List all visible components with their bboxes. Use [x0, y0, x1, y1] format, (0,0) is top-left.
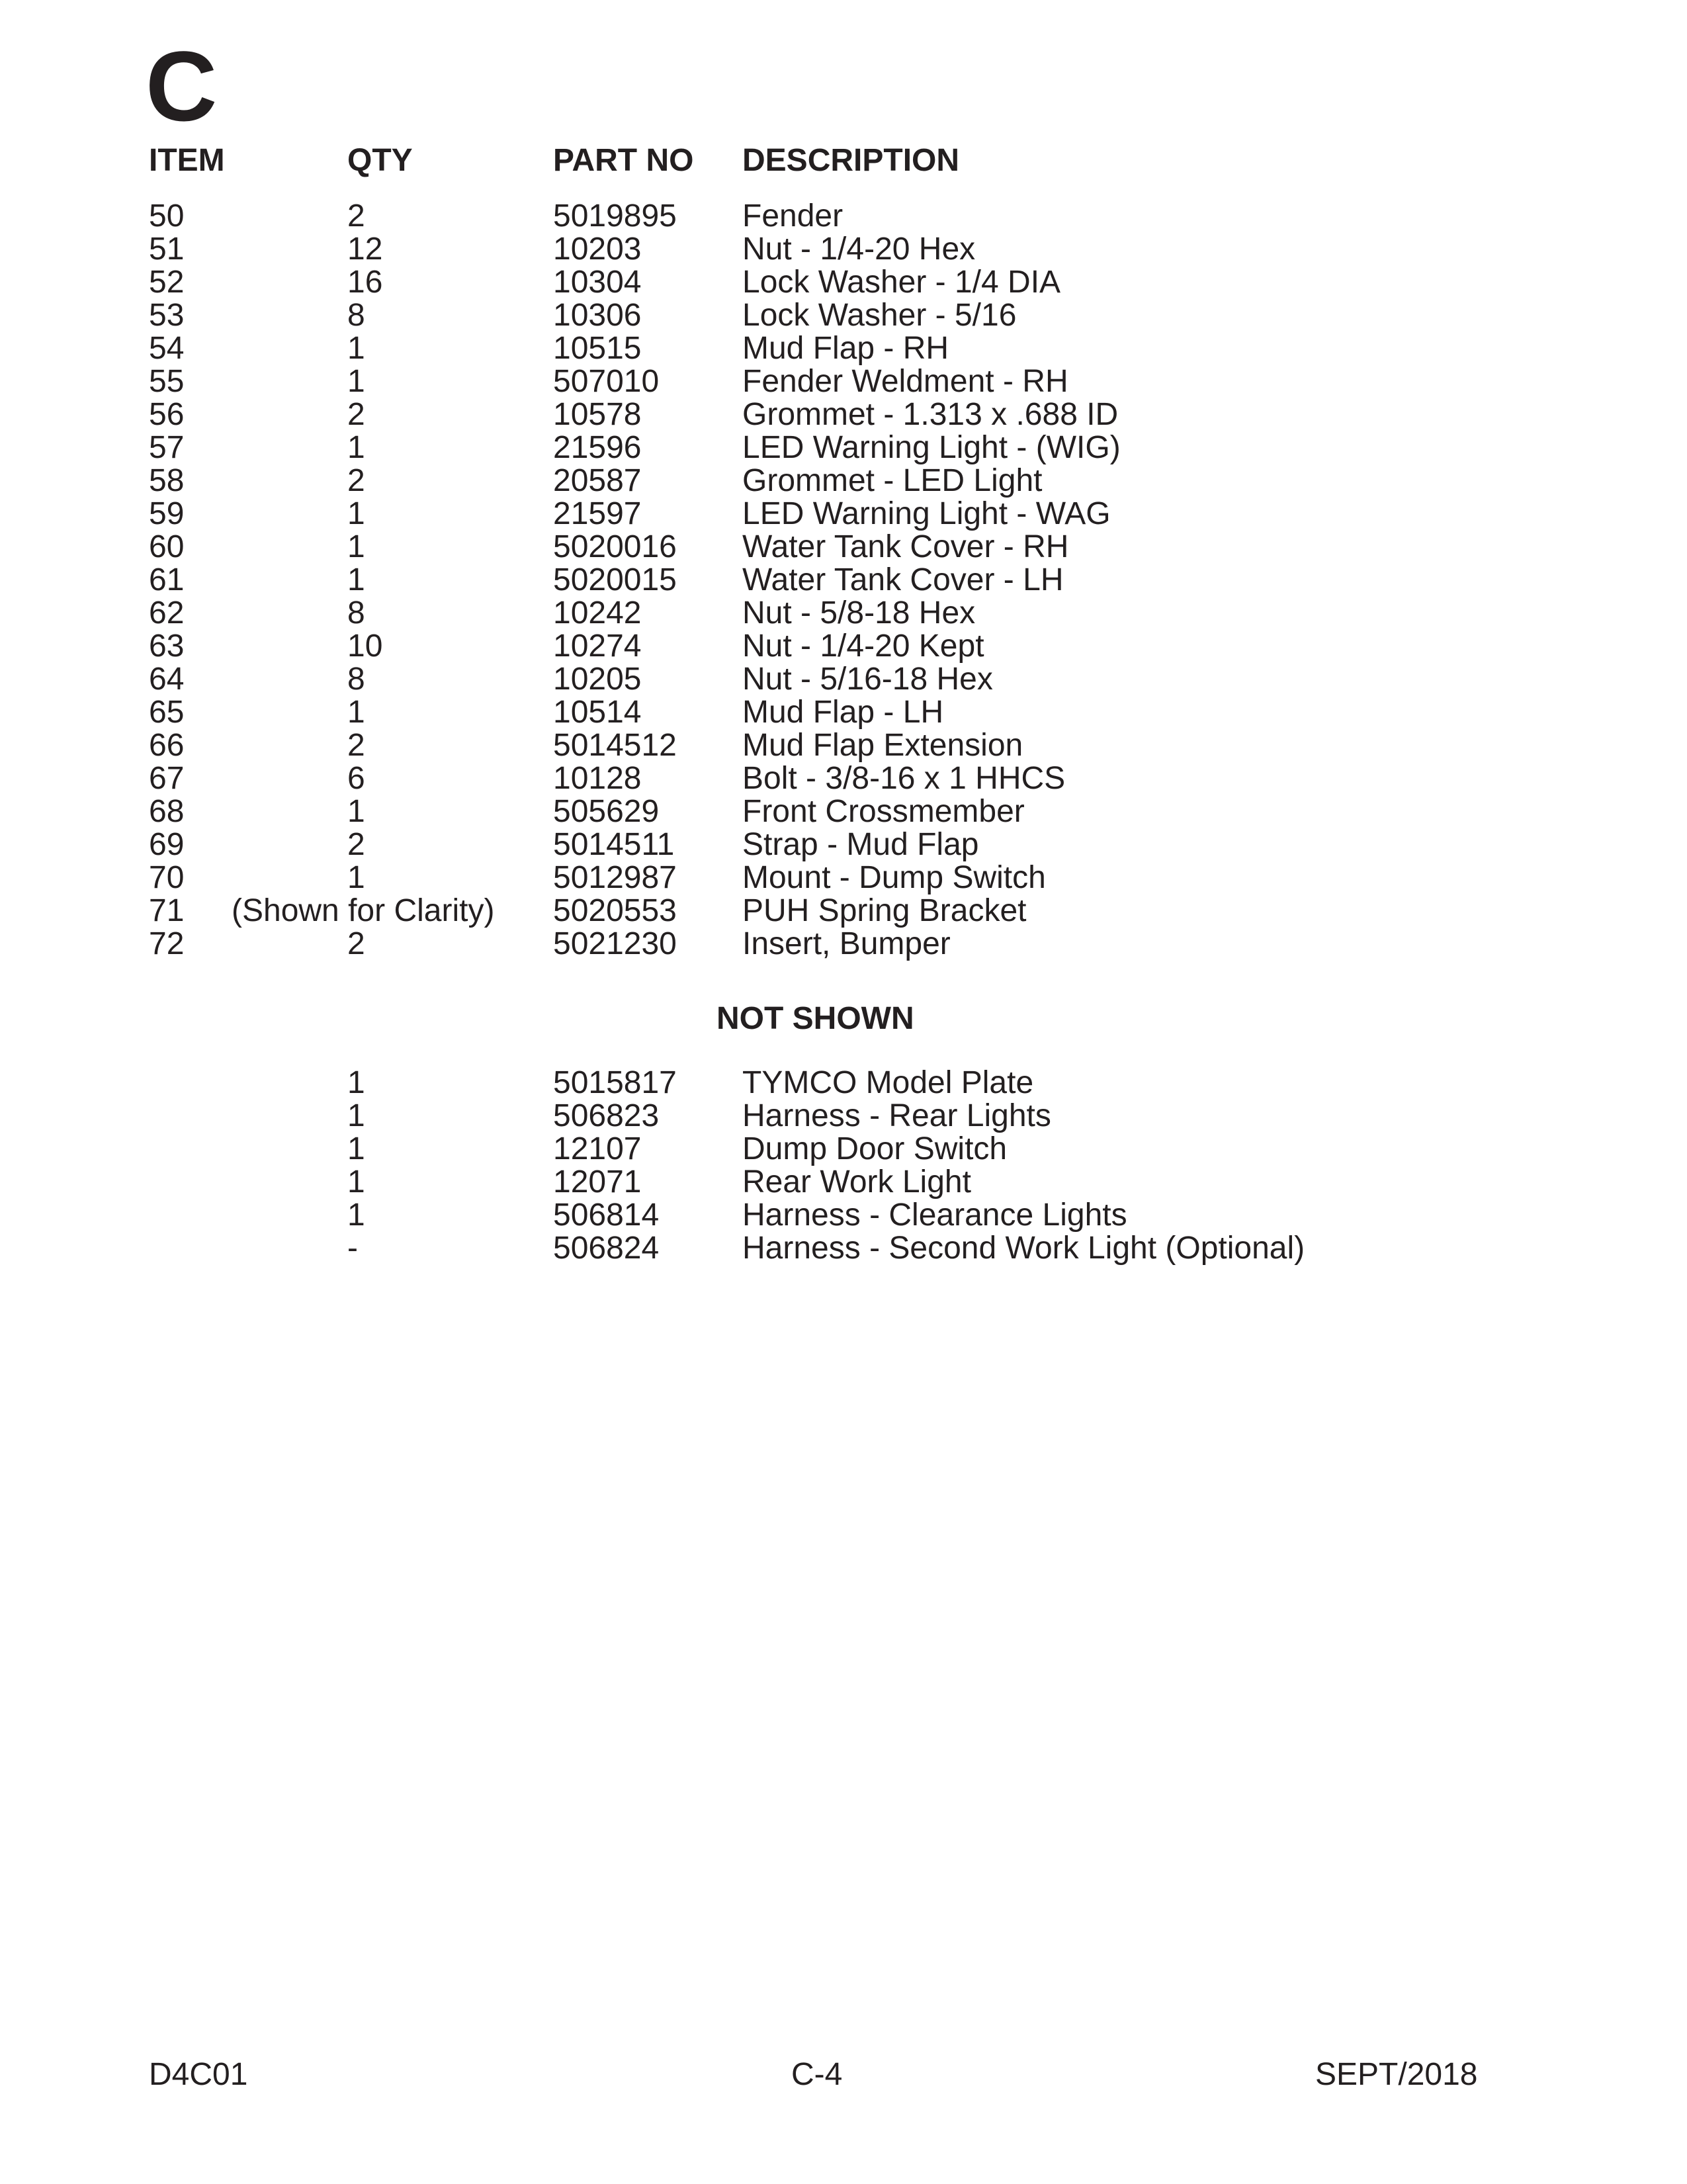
item-number: 64: [149, 662, 185, 697]
parts-list: [0, 200, 1687, 961]
quantity: 1: [347, 1065, 365, 1100]
description: Water Tank Cover - LH: [742, 562, 1064, 597]
part-number: 10203: [553, 232, 642, 267]
description: Harness - Clearance Lights: [742, 1198, 1127, 1233]
table-row: [0, 828, 1687, 861]
quantity: 12: [347, 232, 383, 267]
description: Mud Flap - RH: [742, 331, 949, 366]
part-number: 5020553: [553, 893, 677, 928]
part-number: 10242: [553, 595, 642, 631]
quantity: 1: [347, 331, 365, 366]
part-number: 506814: [553, 1198, 660, 1233]
not-shown-row: [0, 1232, 1687, 1265]
part-number: 10205: [553, 662, 642, 697]
table-row: [0, 861, 1687, 895]
table-row: [0, 762, 1687, 795]
item-number: 66: [149, 728, 185, 763]
table-row: [0, 398, 1687, 431]
table-row: [0, 233, 1687, 266]
table-row: [0, 663, 1687, 696]
item-number: 61: [149, 562, 185, 597]
description: LED Warning Light - (WIG): [742, 430, 1121, 465]
item-number: 53: [149, 298, 185, 333]
quantity: 1: [347, 860, 365, 895]
page-footer: [0, 2056, 1687, 2096]
item-number: 56: [149, 397, 185, 432]
part-number: 5021230: [553, 926, 677, 961]
description: Front Crossmember: [742, 794, 1025, 829]
description: Lock Washer - 5/16: [742, 298, 1017, 333]
description: Fender Weldment - RH: [742, 364, 1068, 399]
item-number: 59: [149, 496, 185, 531]
part-number: 5020015: [553, 562, 677, 597]
part-number: 5019895: [553, 198, 677, 234]
item-number: 72: [149, 926, 185, 961]
item-number: 69: [149, 827, 185, 862]
not-shown-row: [0, 1199, 1687, 1232]
table-row: [0, 928, 1687, 961]
table-row: [0, 531, 1687, 564]
not-shown-heading: NOT SHOWN: [716, 1001, 914, 1036]
description: Rear Work Light: [742, 1164, 971, 1200]
quantity: 1: [347, 1098, 365, 1133]
table-row: [0, 332, 1687, 365]
quantity: 1: [347, 562, 365, 597]
quantity: 2: [347, 728, 365, 763]
quantity: 1: [347, 430, 365, 465]
quantity: 8: [347, 298, 365, 333]
table-row: [0, 299, 1687, 332]
quantity: 1: [347, 695, 365, 730]
description: Mount - Dump Switch: [742, 860, 1046, 895]
table-row: [0, 696, 1687, 729]
quantity: -: [347, 1231, 358, 1266]
description: TYMCO Model Plate: [742, 1065, 1034, 1100]
description: PUH Spring Bracket: [742, 893, 1027, 928]
not-shown-row: [0, 1133, 1687, 1166]
part-number: 5014511: [553, 827, 675, 862]
description: Water Tank Cover - RH: [742, 529, 1069, 564]
quantity: 6: [347, 761, 365, 796]
item-number: 57: [149, 430, 185, 465]
description: Grommet - LED Light: [742, 463, 1043, 498]
table-row: [0, 729, 1687, 762]
description: Bolt - 3/8-16 x 1 HHCS: [742, 761, 1066, 796]
part-number: 20587: [553, 463, 642, 498]
item-number: 60: [149, 529, 185, 564]
item-number: 71: [149, 893, 185, 928]
table-row: [0, 431, 1687, 464]
part-number: 12071: [553, 1164, 642, 1200]
header-description: DESCRIPTION: [742, 143, 960, 178]
part-number: 5012987: [553, 860, 677, 895]
header-qty: QTY: [347, 143, 413, 178]
description: Insert, Bumper: [742, 926, 951, 961]
item-number: 58: [149, 463, 185, 498]
table-row: [0, 365, 1687, 398]
section-letter: C: [146, 30, 218, 142]
quantity: 1: [347, 794, 365, 829]
description: Nut - 5/16-18 Hex: [742, 662, 993, 697]
table-row: [0, 895, 1687, 928]
description: Fender: [742, 198, 844, 234]
item-number: 55: [149, 364, 185, 399]
part-number: 5020016: [553, 529, 677, 564]
quantity: 2: [347, 198, 365, 234]
description: Strap - Mud Flap: [742, 827, 979, 862]
part-number: 505629: [553, 794, 660, 829]
quantity: 1: [347, 1198, 365, 1233]
table-row: [0, 597, 1687, 630]
part-number: 21597: [553, 496, 642, 531]
item-number: 65: [149, 695, 185, 730]
part-number: 5014512: [553, 728, 677, 763]
not-shown-row: [0, 1067, 1687, 1100]
item-number: 63: [149, 629, 185, 664]
part-number: 507010: [553, 364, 660, 399]
quantity: 1: [347, 364, 365, 399]
quantity: 2: [347, 827, 365, 862]
description: Mud Flap Extension: [742, 728, 1023, 763]
description: Lock Washer - 1/4 DIA: [742, 265, 1061, 300]
description: Nut - 5/8-18 Hex: [742, 595, 976, 631]
footer-date: SEPT/2018: [1315, 2057, 1478, 2092]
part-number: 12107: [553, 1131, 642, 1166]
part-number: 10306: [553, 298, 642, 333]
table-row: [0, 464, 1687, 498]
header-item: ITEM: [149, 143, 225, 178]
table-row: [0, 795, 1687, 828]
description: Mud Flap - LH: [742, 695, 944, 730]
table-header: [0, 142, 1687, 182]
part-number: 5015817: [553, 1065, 677, 1100]
quantity: 1: [347, 1164, 365, 1200]
quantity: 1: [347, 529, 365, 564]
quantity: 2: [347, 397, 365, 432]
item-number: 51: [149, 232, 185, 267]
item-number: 50: [149, 198, 185, 234]
quantity: 10: [347, 629, 383, 664]
quantity: 2: [347, 463, 365, 498]
item-number: 62: [149, 595, 185, 631]
description: Nut - 1/4-20 Hex: [742, 232, 976, 267]
table-row: [0, 200, 1687, 233]
part-number: 10128: [553, 761, 642, 796]
item-number: 70: [149, 860, 185, 895]
part-number: 10274: [553, 629, 642, 664]
part-number: 506824: [553, 1231, 660, 1266]
part-number: 506823: [553, 1098, 660, 1133]
table-row: [0, 498, 1687, 531]
table-row: [0, 564, 1687, 597]
not-shown-list: [0, 1067, 1687, 1265]
part-number: 10304: [553, 265, 642, 300]
quantity: (Shown for Clarity): [232, 893, 495, 928]
header-part-no: PART NO: [553, 143, 694, 178]
not-shown-row: [0, 1166, 1687, 1199]
item-number: 54: [149, 331, 185, 366]
quantity: 1: [347, 496, 365, 531]
description: Nut - 1/4-20 Kept: [742, 629, 984, 664]
table-row: [0, 266, 1687, 299]
quantity: 8: [347, 662, 365, 697]
footer-doc-code: D4C01: [149, 2057, 248, 2092]
table-row: [0, 630, 1687, 663]
description: LED Warning Light - WAG: [742, 496, 1111, 531]
quantity: 16: [347, 265, 383, 300]
description: Dump Door Switch: [742, 1131, 1008, 1166]
part-number: 10515: [553, 331, 642, 366]
item-number: 68: [149, 794, 185, 829]
quantity: 8: [347, 595, 365, 631]
description: Harness - Rear Lights: [742, 1098, 1051, 1133]
item-number: 67: [149, 761, 185, 796]
not-shown-row: [0, 1100, 1687, 1133]
part-number: 10514: [553, 695, 642, 730]
item-number: 52: [149, 265, 185, 300]
part-number: 21596: [553, 430, 642, 465]
description: Grommet - 1.313 x .688 ID: [742, 397, 1119, 432]
footer-page-number: C-4: [791, 2057, 843, 2092]
description: Harness - Second Work Light (Optional): [742, 1231, 1305, 1266]
quantity: 2: [347, 926, 365, 961]
part-number: 10578: [553, 397, 642, 432]
quantity: 1: [347, 1131, 365, 1166]
